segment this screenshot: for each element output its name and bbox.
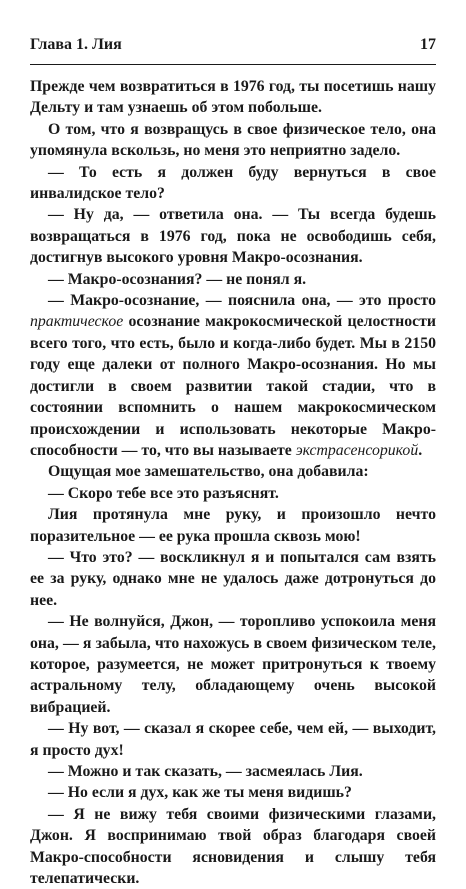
paragraph-text: Прежде чем возвратиться в 1976 год, ты посетишь нашу Дельту и там узнаешь об этом побольше.	[30, 78, 436, 117]
paragraph	[30, 290, 436, 461]
paragraph-text: — Не волнуйся, Джон, — торопливо успокоила меня она, — я забыла, что нахожусь в своем физическом теле, которое, разумеется, не может притронуться к твоему астральному телу, обладающему очень высокой вибрацией.	[30, 613, 436, 716]
paragraph-text: — Я не вижу тебя своими физическими глазами, Джон. Я воспринимаю твой образ благодаря своей Макро-способности ясновидения и слышу тебя телепатически.	[30, 805, 436, 888]
page-number: 17	[420, 36, 436, 53]
paragraph	[30, 718, 436, 761]
paragraph-text: осознание макрокосмической целостности всего того, что есть, было и когда-либо будет. Мы в 2150 году еще далеки от полного Макро-осознания. Но мы достигли в своем развитии такой стадии, что в состоянии вспомнить о нашем макрокосмическом происхождении и использовать некоторые Макро-способности — то, что вы называете	[30, 313, 436, 459]
paragraph-text: — Макро-осознания? — не понял я.	[48, 270, 307, 288]
paragraph-text: Лия протянула мне руку, и произошло нечто поразительное — ее рука прошла сквозь мою!	[30, 506, 436, 545]
paragraph	[30, 782, 436, 803]
paragraph	[30, 204, 436, 268]
paragraph	[30, 804, 436, 889]
paragraph	[30, 504, 436, 547]
running-header	[30, 36, 436, 58]
paragraph-text: — Можно и так сказать, — засмеялась Лия.	[48, 763, 363, 780]
paragraph-text: Ощущая мое замешательство, она добавила:	[48, 463, 369, 481]
paragraph-text: — Что это? — воскликнул я и попытался сам взять ее за руку, однако мне не удалось даже дотронуться до нее.	[30, 548, 436, 609]
paragraph	[30, 162, 436, 205]
paragraph	[30, 76, 436, 119]
paragraph	[30, 461, 436, 482]
paragraph	[30, 611, 436, 718]
paragraph-text: — То есть я должен буду вернуться в свое инвалидское тело?	[30, 163, 436, 203]
paragraph-text: .	[418, 441, 423, 459]
paragraph	[30, 547, 436, 611]
italic-text: практическое	[30, 313, 124, 331]
body-text	[30, 76, 436, 889]
header-rule	[30, 64, 436, 65]
paragraph-text: — Ну да, — ответила она. — Ты всегда будешь возвращаться в 1976 год, пока не освободишь себя, достигнув высокого уровня Макро-осознания.	[30, 206, 436, 267]
paragraph	[30, 119, 436, 162]
chapter-title: Глава 1. Лия	[30, 36, 122, 53]
paragraph-text: — Но если я дух, как же ты меня видишь?	[48, 784, 352, 802]
paragraph	[30, 269, 436, 290]
paragraph-text: О том, что я возвращусь в свое физическое тело, она упомянула вскользь, но меня это неприятно задело.	[30, 120, 436, 160]
italic-text: экстрасенсорикой	[295, 441, 419, 459]
paragraph-text: — Макро-осознание, — пояснила она, — это просто	[48, 292, 436, 310]
paragraph	[30, 483, 436, 504]
paragraph-text: — Ну вот, — сказал я скорее себе, чем ей, — выходит, я просто дух!	[30, 720, 436, 759]
paragraph-text: — Скоро тебе все это разъяснят.	[48, 484, 279, 502]
paragraph	[30, 761, 436, 782]
